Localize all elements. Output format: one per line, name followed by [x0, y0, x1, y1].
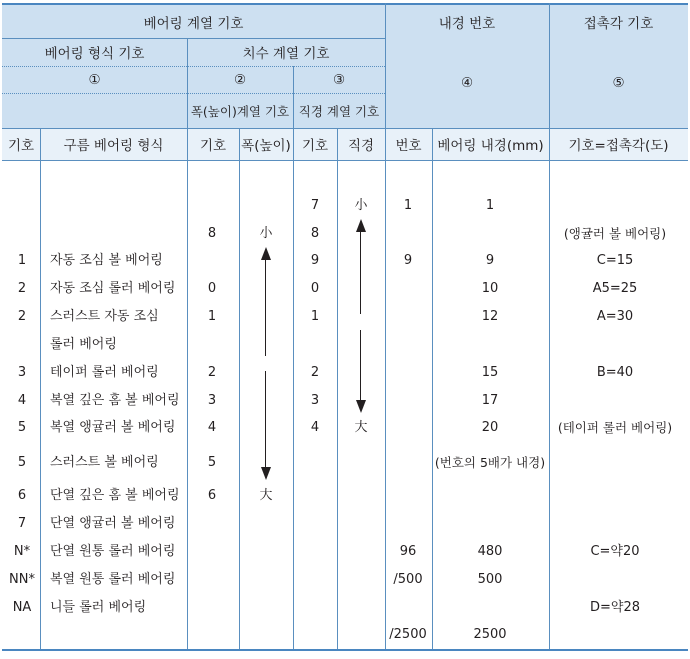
- diameter-arrow-line-top: [360, 232, 361, 314]
- col-header-width-symbol: 기호: [199, 138, 227, 154]
- type-cell: 단열 원통 롤러 베어링: [50, 544, 176, 559]
- vline-239: [239, 128, 240, 649]
- vline-293: [293, 128, 294, 649]
- angle-cell: A5=25: [592, 281, 638, 296]
- type-cell: 스러스트 자동 조심: [50, 309, 159, 324]
- angle-cell: D=약28: [589, 600, 641, 615]
- angle-cell: C=약20: [590, 544, 640, 559]
- type-cell: 단열 앵귤러 볼 베어링: [50, 516, 176, 531]
- col-header-rolling-type: 구름 베어링 형식: [63, 138, 164, 154]
- symbol-cell: 7: [17, 516, 27, 531]
- bore-cell: 2500: [473, 627, 507, 642]
- width-symbol-cell: 6: [207, 488, 217, 503]
- number-cell: /500: [393, 572, 423, 587]
- col-header-number: 번호: [395, 138, 422, 154]
- vline-432: [432, 128, 433, 649]
- width-symbol-cell: 3: [207, 393, 217, 408]
- col-header-diameter-symbol: 기호: [301, 138, 329, 154]
- type-cell: 복열 깊은 홈 볼 베어링: [50, 393, 180, 408]
- col-header-width: 폭(높이): [241, 138, 291, 154]
- bore-cell: 500: [477, 572, 503, 587]
- symbol-cell: 6: [17, 488, 27, 503]
- diameter-arrow-up-icon: [356, 219, 366, 232]
- diameter-arrow-down-icon: [356, 400, 366, 413]
- angle-cell: C=15: [596, 253, 634, 268]
- bore-cell: 17: [481, 393, 499, 408]
- vline-187: [187, 128, 188, 649]
- type-cell: 자동 조심 롤러 베어링: [50, 281, 176, 296]
- bore-cell: 20: [481, 420, 499, 435]
- vline-40: [40, 128, 41, 649]
- header-contact-angle: 접촉각 기호: [583, 15, 654, 32]
- header-bore-number: 내경 번호: [438, 15, 496, 32]
- diameter-arrow-line-bottom: [360, 330, 361, 400]
- diameter-symbol-cell: 9: [310, 253, 320, 268]
- symbol-cell: 1: [17, 253, 27, 268]
- width-symbol-cell: 4: [207, 420, 217, 435]
- diameter-symbol-cell: 2: [310, 365, 320, 380]
- diameter-symbol-cell: 0: [310, 281, 320, 296]
- symbol-cell: 3: [17, 365, 27, 380]
- vline-385: [385, 128, 386, 649]
- angle-note: (앵귤러 볼 베어링): [563, 226, 667, 241]
- bottom-rule: [2, 649, 688, 651]
- width-small-label: 小: [259, 226, 273, 241]
- col-header-symbol: 기호: [7, 138, 35, 154]
- width-large-label: 大: [259, 488, 273, 503]
- width-symbol-cell: 0: [207, 281, 217, 296]
- header-width-series: 폭(높이)계열 기호: [190, 103, 290, 119]
- vline-337: [337, 128, 338, 649]
- type-cell: 니들 롤러 베어링: [50, 600, 147, 615]
- bore-cell: 12: [481, 309, 499, 324]
- symbol-cell: NN*: [9, 572, 35, 587]
- width-symbol-cell: 8: [207, 226, 217, 241]
- type-cell: 스러스트 볼 베어링: [50, 455, 159, 470]
- symbol-cell: 2: [17, 281, 27, 296]
- vline-549: [549, 128, 550, 649]
- bore-cell: 1: [485, 198, 495, 213]
- header-circle-5: ⑤: [612, 75, 625, 91]
- symbol-cell: N*: [13, 544, 31, 559]
- type-cell: 롤러 베어링: [50, 337, 117, 352]
- col-header-bore: 베어링 내경(mm): [437, 138, 544, 154]
- hline-h3: [2, 160, 688, 161]
- width-arrow-line-top: [265, 260, 266, 356]
- symbol-cell: 4: [17, 393, 27, 408]
- diameter-small-label: 小: [354, 198, 368, 213]
- width-arrow-line-bottom: [265, 371, 266, 467]
- bore-cell: 9: [485, 253, 495, 268]
- angle-note: (테이퍼 롤러 베어링): [557, 420, 673, 435]
- symbol-cell: 5: [17, 455, 27, 470]
- width-arrow-down-icon: [261, 467, 271, 480]
- diameter-symbol-cell: 3: [310, 393, 320, 408]
- header-circle-2: ②: [233, 71, 247, 88]
- col-header-angle: 기호=접촉각(도): [568, 138, 669, 154]
- symbol-cell: 5: [17, 420, 27, 435]
- type-cell: 테이퍼 롤러 베어링: [50, 365, 159, 380]
- diameter-symbol-cell: 4: [310, 420, 320, 435]
- header-diameter-series: 직경 계열 기호: [298, 103, 380, 119]
- header-bearing-series: 베어링 계열 기호: [143, 15, 244, 32]
- header-dimension-series: 치수 계열 기호: [242, 46, 330, 62]
- type-cell: 복열 원통 롤러 베어링: [50, 572, 176, 587]
- angle-cell: B=40: [596, 365, 634, 380]
- header-circle-1: ①: [88, 71, 101, 88]
- type-cell: 단열 깊은 홈 볼 베어링: [50, 488, 180, 503]
- width-symbol-cell: 5: [207, 455, 217, 470]
- diameter-large-label: 大: [354, 420, 368, 435]
- header-type-symbol: 베어링 형식 기호: [44, 46, 145, 62]
- width-arrow-up-icon: [261, 247, 271, 260]
- type-cell: 자동 조심 볼 베어링: [50, 253, 163, 268]
- width-symbol-cell: 2: [207, 365, 217, 380]
- diameter-symbol-cell: 1: [310, 309, 320, 324]
- number-cell: 96: [399, 544, 417, 559]
- bore-cell: 480: [477, 544, 503, 559]
- diameter-symbol-cell: 8: [310, 226, 320, 241]
- type-cell: 복열 앵귤러 볼 베어링: [50, 420, 176, 435]
- number-cell: 9: [403, 253, 413, 268]
- angle-cell: A=30: [596, 309, 634, 324]
- symbol-cell: NA: [12, 600, 32, 615]
- number-cell: /2500: [389, 627, 427, 642]
- col-header-diameter: 직경: [347, 138, 375, 154]
- bore-note: (번호의 5배가 내경): [434, 455, 546, 470]
- header-circle-3: ③: [332, 71, 346, 88]
- bore-cell: 15: [481, 365, 499, 380]
- number-cell: 1: [403, 198, 413, 213]
- diameter-symbol-cell: 7: [310, 198, 320, 213]
- header-circle-4: ④: [460, 75, 474, 91]
- symbol-cell: 2: [17, 309, 27, 324]
- width-symbol-cell: 1: [207, 309, 217, 324]
- bore-cell: 10: [481, 281, 499, 296]
